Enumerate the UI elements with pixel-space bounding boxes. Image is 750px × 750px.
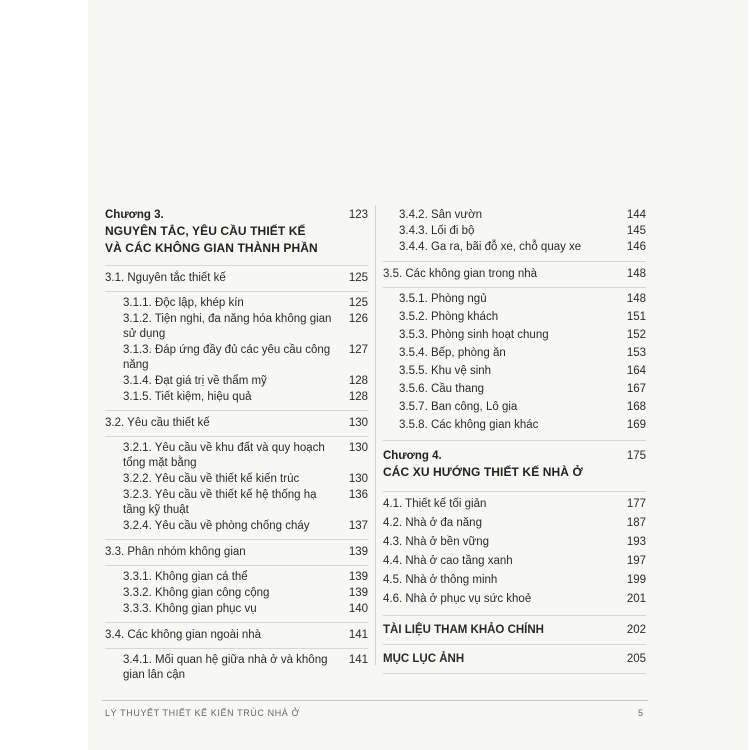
divider [105,539,368,540]
toc-item[interactable] [123,441,368,471]
item-label: 3.1.1. Độc lập, khép kín [123,297,244,309]
item-label: 3.3.1. Không gian cá thể [123,571,248,583]
item-page: 153 [626,347,646,359]
item-page: 126 [348,313,368,325]
section-page: 130 [348,417,368,429]
chapter-3-page: 123 [348,209,368,221]
toc-item[interactable] [383,554,646,569]
chapter-3-title-line1: NGUYÊN TẮC, YÊU CẦU THIẾT KẾ [105,224,306,238]
item-label: 4.6. Nhà ở phục vụ sức khoẻ [383,593,532,605]
section-label: 3.2. Yêu cầu thiết kế [105,417,210,429]
item-page: 168 [626,401,646,413]
item-page: 139 [348,571,368,583]
item-label: 4.1. Thiết kế tối giản [383,498,487,510]
item-page: 177 [626,498,646,510]
item-label: 3.1.4. Đạt giá trị về thẩm mỹ [123,375,267,387]
item-label: 3.5.3. Phòng sinh hoạt chung [399,329,549,341]
section-label: 3.5. Các không gian trong nhà [383,268,538,280]
section-3-3-items [105,570,368,617]
section-label: 3.1. Nguyên tắc thiết kế [105,272,226,284]
references-page: 202 [626,624,646,636]
item-page: 148 [626,293,646,305]
divider [383,440,646,441]
divider [383,287,646,288]
section-page: 139 [348,546,368,558]
divider [383,491,646,492]
toc-item[interactable] [399,292,646,307]
toc-item[interactable] [123,296,368,311]
toc-item[interactable] [123,653,368,683]
toc-section-3-3[interactable] [105,545,368,560]
item-page: 128 [348,375,368,387]
item-label: 3.5.2. Phòng khách [399,311,499,323]
item-page: 140 [348,603,368,615]
item-label: 4.5. Nhà ở thông minh [383,574,498,586]
divider [105,410,368,411]
item-label: 3.4.2. Sân vườn [399,209,483,221]
toc-right-column [383,208,646,674]
toc-item[interactable] [399,310,646,325]
item-label: 3.2.1. Yêu cầu về khu đất và quy hoạch tổng mặt bằng [123,442,325,469]
chapter-3-title-line2: VÀ CÁC KHÔNG GIAN THÀNH PHẦN [105,241,318,255]
item-page: 127 [348,344,368,356]
item-page: 146 [626,241,646,253]
item-label: 3.1.5. Tiết kiệm, hiệu quả [123,391,252,403]
toc-image-index[interactable] [383,652,646,667]
toc-section-3-5[interactable] [383,267,646,282]
item-page: 164 [626,365,646,377]
divider [383,615,646,616]
item-label: 3.4.1. Mối quan hệ giữa nhà ở và không gian lân cận [123,654,328,681]
item-label: 3.3.2. Không gian công cộng [123,587,270,599]
toc-item[interactable] [399,328,646,343]
section-3-2-items [105,441,368,534]
footer-book-title: LÝ THUYẾT THIẾT KẾ KIẾN TRÚC NHÀ Ở [105,708,300,718]
item-page: 197 [626,555,646,567]
item-label: 3.5.5. Khu vệ sinh [399,365,492,377]
toc-item[interactable] [399,240,646,255]
chapter-4-title: CÁC XU HƯỚNG THIẾT KẾ NHÀ Ở [383,465,583,479]
column-divider [375,205,376,665]
divider [383,261,646,262]
toc-item[interactable] [123,390,368,405]
item-page: 169 [626,419,646,431]
item-label: 3.2.3. Yêu cầu về thiết kế hệ thống hạ tầng kỹ thuật [123,489,317,516]
item-label: 3.4.4. Ga ra, bãi đỗ xe, chỗ quay xe [399,241,582,253]
toc-item[interactable] [123,586,368,601]
item-label: 4.4. Nhà ở cao tầng xanh [383,555,513,567]
toc-item[interactable] [399,382,646,397]
item-page: 151 [626,311,646,323]
section-page: 125 [348,272,368,284]
toc-item[interactable] [383,573,646,588]
item-label: 3.4.3. Lối đi bộ [399,225,475,237]
toc-section-3-2[interactable] [105,416,368,431]
item-page: 128 [348,391,368,403]
item-label: 3.2.2. Yêu cầu về thiết kế kiến trúc [123,473,300,485]
item-page: 136 [348,489,368,501]
chapter-4-page: 175 [626,450,646,462]
toc-item[interactable] [399,224,646,239]
toc-section-3-1[interactable] [105,271,368,286]
item-page: 137 [348,520,368,532]
item-label: 3.2.4. Yêu cầu về phòng chống cháy [123,520,310,532]
item-page: 145 [626,225,646,237]
toc-item[interactable] [123,374,368,389]
divider [105,622,368,623]
item-page: 139 [348,587,368,599]
image-index-label: MỤC LỤC ẢNH [383,653,465,665]
toc-section-3-4[interactable] [105,628,368,643]
toc-item[interactable] [123,602,368,617]
toc-item[interactable] [383,516,646,531]
item-page: 193 [626,536,646,548]
item-page: 201 [626,593,646,605]
item-page: 187 [626,517,646,529]
toc-chapter-4[interactable] [383,449,646,464]
item-page: 144 [626,209,646,221]
item-label: 3.5.6. Cầu thang [399,383,485,395]
item-page: 130 [348,473,368,485]
divider [105,291,368,292]
section-label: 3.3. Phân nhóm không gian [105,546,246,558]
item-label: 3.5.7. Ban công, Lô gia [399,401,518,413]
item-label: 4.2. Nhà ở đa năng [383,517,482,529]
references-label: TÀI LIỆU THAM KHẢO CHÍNH [383,624,544,636]
divider [105,436,368,437]
item-label: 3.5.1. Phòng ngủ [399,293,487,305]
divider [383,644,646,645]
toc-item[interactable] [399,208,646,223]
toc-item[interactable] [123,519,368,534]
chapter-4-items [383,497,646,607]
footer-rule [102,700,648,701]
section-label: 3.4. Các không gian ngoài nhà [105,629,262,641]
item-page: 130 [348,442,368,454]
toc-item[interactable] [383,535,646,550]
divider [105,265,368,266]
item-page: 152 [626,329,646,341]
toc-item[interactable] [383,497,646,512]
footer-page-number: 5 [638,708,644,718]
toc-item[interactable] [399,346,646,361]
toc-item[interactable] [123,570,368,585]
section-3-4-items [105,653,368,683]
toc-item[interactable] [399,418,646,433]
item-label: 3.3.3. Không gian phục vụ [123,603,257,615]
chapter-3-label: Chương 3. [105,209,164,221]
chapter-4-label: Chương 4. [383,450,442,462]
item-label: 3.1.2. Tiện nghi, đa năng hóa không gian sử dụng [123,313,332,340]
item-page: 141 [348,654,368,666]
item-label: 4.3. Nhà ở bền vững [383,536,490,548]
toc-left-column [105,208,368,683]
item-page: 199 [626,574,646,586]
toc-item[interactable] [123,488,368,518]
section-3-5-items [383,292,646,433]
toc-item[interactable] [399,364,646,379]
item-label: 3.1.3. Đáp ứng đầy đủ các yêu cầu công năng [123,344,331,371]
divider [105,565,368,566]
toc-chapter-3[interactable] [105,208,368,223]
section-3-1-items [105,296,368,405]
toc-item[interactable] [123,343,368,373]
toc-item[interactable] [123,312,368,342]
toc-item[interactable] [383,592,646,607]
toc-references[interactable] [383,623,646,638]
item-page: 167 [626,383,646,395]
item-page: 125 [348,297,368,309]
section-3-4-items-continued [383,208,646,255]
section-page: 148 [626,268,646,280]
toc-item[interactable] [399,400,646,415]
divider [383,673,646,674]
image-index-page: 205 [626,653,646,665]
toc-item[interactable] [123,472,368,487]
item-label: 3.5.4. Bếp, phòng ăn [399,347,506,359]
divider [105,648,368,649]
section-page: 141 [348,629,368,641]
item-label: 3.5.8. Các không gian khác [399,419,539,431]
